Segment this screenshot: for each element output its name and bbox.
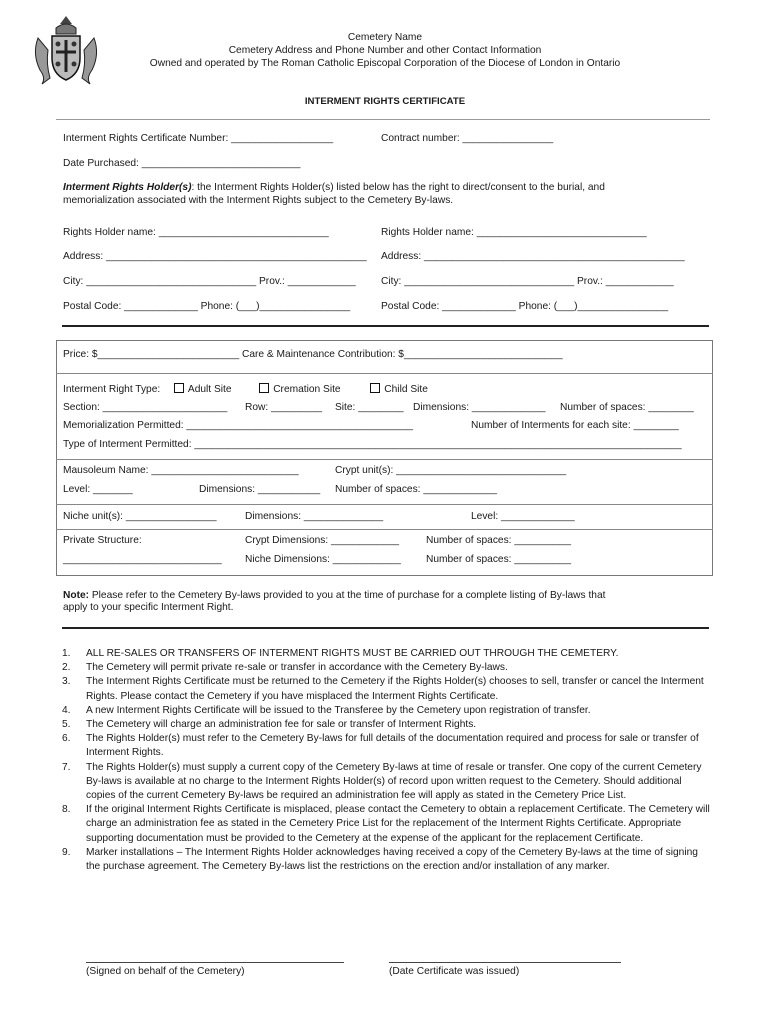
rule-number: 4. <box>62 704 71 716</box>
rule-text: If the original Interment Rights Certificate is misplaced, please contact the Cemetery to obtain a replacement Certificate. The Cemetery will charge an administration fee as stated in the Cemetery Price List for the replacement of the Interment Rights Certificate. Appropriate supporting documentation must be provided to the Cemetery at the expense of the applicant for the replacement Certificate. <box>86 804 710 844</box>
rule-number: 1. <box>62 648 71 659</box>
rule-item <box>62 732 712 760</box>
cemetery-signature-line[interactable] <box>86 962 344 963</box>
section-field[interactable]: Section: ______________________ <box>63 402 228 413</box>
niche-spaces-field[interactable]: Number of spaces: __________ <box>426 554 571 565</box>
memorialization-field[interactable]: Memorialization Permitted: ________________________________________ <box>63 420 414 431</box>
city-prov-left[interactable]: City: ______________________________ Prov.: ____________ <box>63 276 356 287</box>
child-site-label: Child Site <box>384 384 428 395</box>
private-structure-label: Private Structure: <box>63 535 142 546</box>
rule-item <box>62 704 712 718</box>
postal-phone-left[interactable]: Postal Code: _____________ Phone: (___)________________ <box>63 301 351 312</box>
cemetery-name: Cemetery Name <box>347 32 423 43</box>
niche-units-field[interactable]: Niche unit(s): ________________ <box>63 511 217 522</box>
holders-label: Interment Rights Holder(s) <box>63 182 192 193</box>
rule-item <box>62 675 712 703</box>
note-divider <box>62 627 709 629</box>
rule-item <box>62 661 712 675</box>
cremation-site-label: Cremation Site <box>273 384 341 395</box>
cemetery-address-line: Cemetery Address and Phone Number and other Contact Information <box>228 45 542 56</box>
rule-text: The Interment Rights Certificate must be returned to the Cemetery if the Rights Holder(s) chooses to sell, transfer or cancel the Interment Rights. Please contact the Cemetery if you have misplaced the Interment Rights Certificate. <box>86 676 704 702</box>
rule-number: 6. <box>62 733 71 745</box>
rule-number: 9. <box>62 846 71 858</box>
interment-type-row <box>63 383 428 395</box>
crypt-dimensions-field[interactable]: Crypt Dimensions: ____________ <box>245 535 400 546</box>
rule-number: 8. <box>62 804 71 816</box>
adult-site-checkbox[interactable] <box>174 383 184 393</box>
certificate-number-field[interactable]: Interment Rights Certificate Number: __________________ <box>63 133 334 144</box>
private-structure-field[interactable]: ____________________________ <box>63 554 222 565</box>
adult-site-label: Adult Site <box>187 384 232 395</box>
rights-holder-name-left[interactable]: Rights Holder name: ______________________________ <box>63 227 329 238</box>
row-field[interactable]: Row: _________ <box>245 402 323 413</box>
rule-item <box>62 803 712 846</box>
address-right[interactable]: Address: ______________________________________________ <box>381 251 685 262</box>
city-prov-right[interactable]: City: ______________________________ Prov.: ____________ <box>381 276 674 287</box>
dimensions-field[interactable]: Dimensions: _____________ <box>413 402 546 413</box>
rule-item <box>62 647 712 661</box>
box-divider-2 <box>56 459 713 460</box>
box-divider-1 <box>56 373 713 374</box>
box-divider-3 <box>56 504 713 505</box>
note-text-2: apply to your specific Interment Right. <box>63 602 234 613</box>
rule-item <box>62 846 712 874</box>
cemetery-signature-caption: (Signed on behalf of the Cemetery) <box>86 966 245 977</box>
mausoleum-name-field[interactable]: Mausoleum Name: __________________________ <box>63 465 299 476</box>
type-permitted-field[interactable]: Type of Interment Permitted: ______________________________________________________________________________________ <box>63 439 682 450</box>
holders-text-2: memorialization associated with the Interment Rights subject to the Cemetery By-laws. <box>63 195 454 206</box>
niche-level-field[interactable]: Level: _____________ <box>471 511 575 522</box>
owner-line: Owned and operated by The Roman Catholic Episcopal Corporation of the Diocese of London in Ontario <box>149 58 621 69</box>
level-field[interactable]: Level: _______ <box>63 484 133 495</box>
rule-number: 2. <box>62 662 71 674</box>
rule-number: 3. <box>62 676 71 688</box>
address-left[interactable]: Address: ______________________________________________ <box>63 251 367 262</box>
box-divider-4 <box>56 529 713 530</box>
rule-text: A new Interment Rights Certificate will be issued to the Transferee by the Cemetery upon registration of transfer. <box>86 704 591 716</box>
niche-dims-private-field[interactable]: Niche Dimensions: ____________ <box>245 554 401 565</box>
holders-statement <box>63 182 605 193</box>
rule-text: The Rights Holder(s) must supply a current copy of the Cemetery By-laws at time of resale or transfer. One copy of the current Cemetery By-laws is available at no charge to the Interment Rights Holder(s) of record upon written request to the Cemetery. Should additional copies of the current Cemetery By-laws be required an administration fee will apply as stated in the Cemetery Price List. <box>86 761 702 802</box>
rights-holder-name-right[interactable]: Rights Holder name: ______________________________ <box>381 227 647 238</box>
crypt-spaces-field[interactable]: Number of spaces: __________ <box>426 535 571 546</box>
rule-text: The Rights Holder(s) must refer to the Cemetery By-laws for full details of the documentation required and process for sale or transfer of Interment Rights. <box>86 733 699 759</box>
rule-text: Marker installations – The Interment Rights Holder acknowledges having received a copy of the Cemetery By-laws at the time of signing the purchase agreement. The Cemetery By-laws list the restrictions on the erection and/or installation of any marker. <box>86 846 698 873</box>
mausoleum-dimensions-field[interactable]: Dimensions: ___________ <box>199 484 321 495</box>
title-divider <box>56 119 710 120</box>
interment-type-label: Interment Right Type: <box>63 384 161 395</box>
mausoleum-spaces-field[interactable]: Number of spaces: _____________ <box>335 484 497 495</box>
note-line-1 <box>63 590 605 601</box>
note-text-1: Please refer to the Cemetery By-laws provided to you at the time of purchase for a complete listing of By-laws that <box>89 590 606 601</box>
date-issued-caption: (Date Certificate was issued) <box>389 966 520 977</box>
note-label: Note: <box>63 590 90 601</box>
holders-divider <box>62 325 709 327</box>
rule-number: 7. <box>62 761 71 773</box>
rule-item <box>62 761 712 804</box>
postal-phone-right[interactable]: Postal Code: _____________ Phone: (___)________________ <box>381 301 669 312</box>
rule-item <box>62 718 712 732</box>
rule-number: 5. <box>62 719 71 731</box>
holders-text-1: : the Interment Rights Holder(s) listed below has the right to direct/consent to the burial, and <box>191 182 605 193</box>
child-site-checkbox[interactable] <box>370 383 380 393</box>
document-title: INTERMENT RIGHTS CERTIFICATE <box>304 96 466 107</box>
number-of-spaces-field[interactable]: Number of spaces: ________ <box>560 402 694 413</box>
rule-text: The Cemetery will charge an administration fee for sale or transfer of Interment Rights. <box>86 719 477 731</box>
site-field[interactable]: Site: ________ <box>335 402 404 413</box>
contract-number-field[interactable]: Contract number: ________________ <box>381 133 554 144</box>
rules-list <box>62 647 712 874</box>
rule-text: ALL RE-SALES OR TRANSFERS OF INTERMENT RIGHTS MUST BE CARRIED OUT THROUGH THE CEMETERY. <box>86 648 619 659</box>
rule-text: The Cemetery will permit private re-sale or transfer in accordance with the Cemetery By-laws. <box>86 662 508 674</box>
price-field[interactable]: Price: $_________________________ Care & Maintenance Contribution: $____________________________ <box>63 349 563 360</box>
niche-dimensions-field[interactable]: Dimensions: ______________ <box>245 511 384 522</box>
crypt-units-field[interactable]: Crypt unit(s): ______________________________ <box>335 465 567 476</box>
number-of-interments-field[interactable]: Number of Interments for each site: ________ <box>471 420 679 431</box>
date-purchased-field[interactable]: Date Purchased: ____________________________ <box>63 158 301 169</box>
cremation-site-checkbox[interactable] <box>259 383 269 393</box>
date-issued-line[interactable] <box>389 962 621 963</box>
